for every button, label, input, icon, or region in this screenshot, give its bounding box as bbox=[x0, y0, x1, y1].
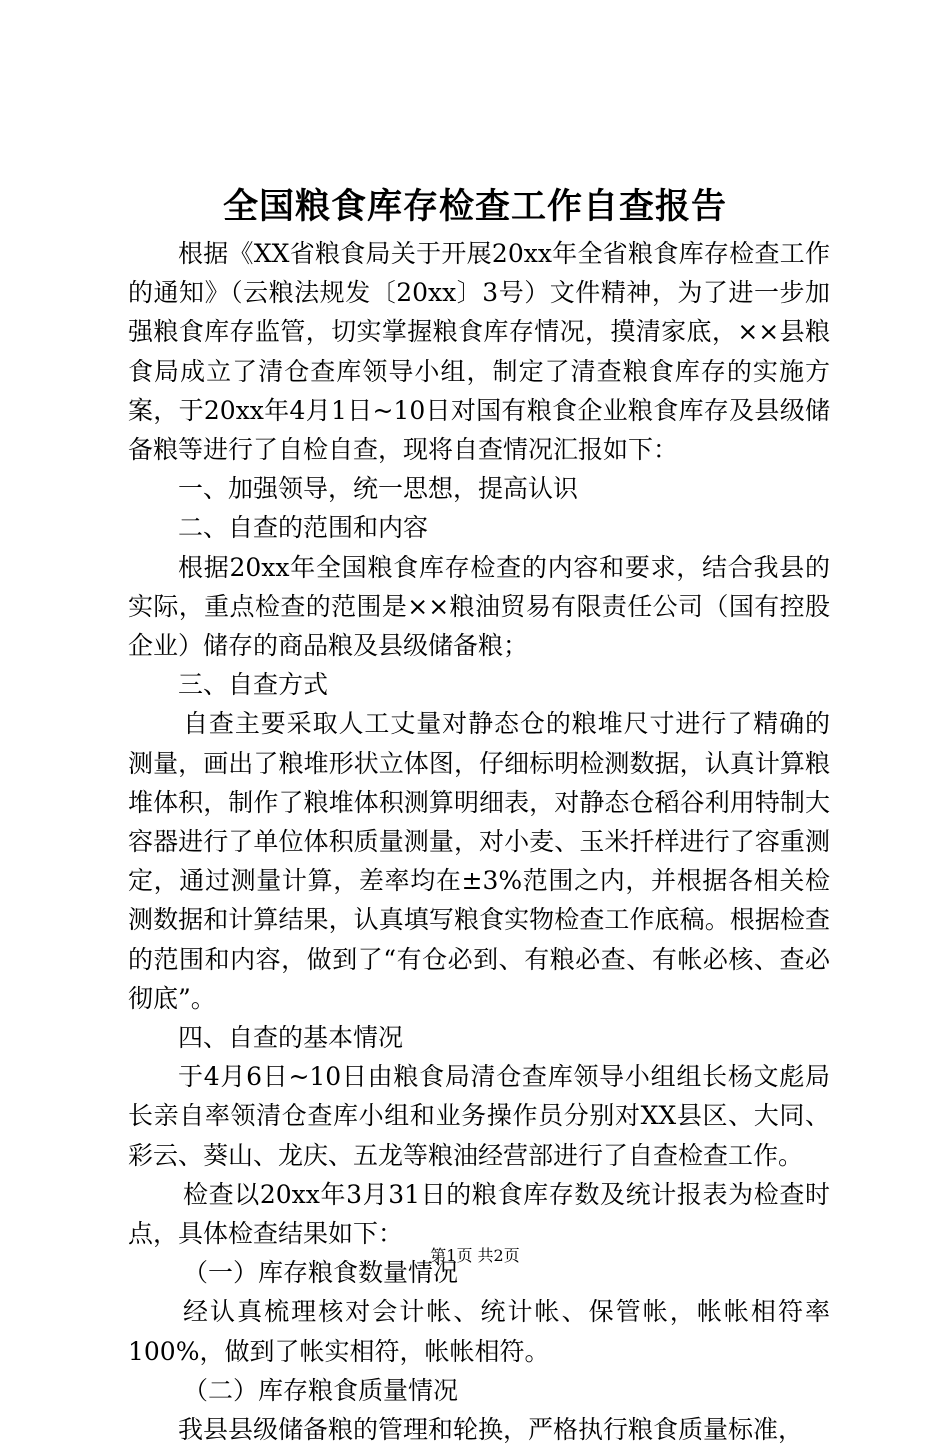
subsection-heading-1: （一）库存粮食数量情况 bbox=[183, 1258, 459, 1288]
subsection-heading-2: （二）库存粮食质量情况 bbox=[183, 1375, 459, 1405]
section-heading-1: 一、加强领导，统一思想，提高认识 bbox=[178, 474, 579, 504]
method-paragraph: 自查主要采取人工丈量对静态仓的粮堆尺寸进行了精确的测量，画出了粮堆形状立体图，仔细标明检测数据，认真计算粮堆体积，制作了粮堆体积测算明细表，对静态仓稻谷利用特制大容器进行了单位体积质量测量，对小麦、玉米扦样进行了容重测定，通过测量计算，差率均在±3%范围之内，并根据各相关检测数据和计算结果，认真填写粮食实物检查工作底稿。根据检查的范围和内容，做到了“有仓必到、有粮必查、有帐必核、查必彻底”。 bbox=[128, 709, 830, 1013]
page-footer: 第1页 共2页 bbox=[430, 1246, 520, 1265]
intro-paragraph: 根据《XX省粮食局关于开展20xx年全省粮食库存检查工作的通知》（云粮法规发〔20xx〕3号）文件精神，为了进一步加强粮食库存监管，切实掌握粮食库存情况，摸清家底，××县粮食局成立了清仓查库领导小组，制定了清查粮食库存的实施方案，于20xx年4月1日~10日对国有粮食企业粮食库存及县级储备粮等进行了自检自查，现将自查情况汇报如下： bbox=[128, 239, 830, 465]
quantity-paragraph: 经认真梳理核对会计帐、统计帐、保管帐，帐帐相符率100%，做到了帐实相符，帐帐相符。 bbox=[128, 1297, 830, 1366]
section-heading-2: 二、自查的范围和内容 bbox=[178, 513, 429, 543]
section-heading-3: 三、自查方式 bbox=[178, 670, 329, 700]
document-title: 全国粮食库存检查工作自查报告 bbox=[222, 186, 727, 227]
scope-paragraph: 根据20xx年全国粮食库存检查的内容和要求，结合我县的实际，重点检查的范围是××粮油贸易有限责任公司（国有控股企业）储存的商品粮及县级储备粮； bbox=[128, 552, 830, 661]
inspection-time-paragraph: 检查以20xx年3月31日的粮食库存数及统计报表为检查时点，具体检查结果如下： bbox=[128, 1179, 830, 1249]
quality-paragraph: 我县县级储备粮的管理和轮换，严格执行粮食质量标准， bbox=[178, 1415, 804, 1445]
section-heading-4: 四、自查的基本情况 bbox=[178, 1023, 404, 1053]
basic-situation-paragraph: 于4月6日~10日由粮食局清仓查库领导小组组长杨文彪局长亲自率领清仓查库小组和业务操作员分别对XX县区、大同、彩云、葵山、龙庆、五龙等粮油经营部进行了自查检查工作。 bbox=[128, 1062, 830, 1170]
